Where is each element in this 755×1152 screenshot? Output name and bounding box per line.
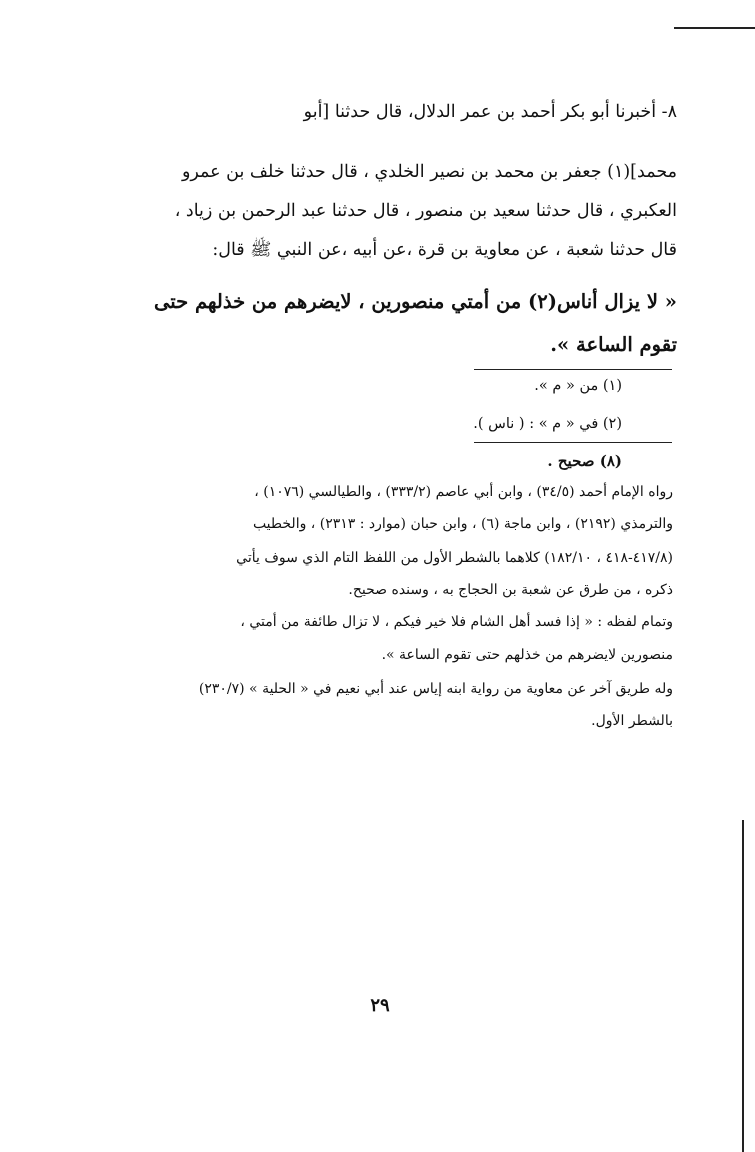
hadith-text-line-1: « لا يزال أناس(٢) من أمتي منصورين ، لايضرهم من خذلهم حتى [153, 290, 677, 313]
narration-line-4: قال حدثنا شعبة ، عن معاوية بن قرة ،عن أبيه ،عن النبي ﷺ قال: [212, 240, 677, 260]
top-edge-rule [674, 27, 755, 29]
narration-line-1: ٨- أخبرنا أبو بكر أحمد بن عمر الدلال، قال حدثنا [أبو [303, 102, 677, 122]
page-number: ٢٩ [370, 995, 390, 1016]
takhrij-line-3: (٤١٧/٨-٤١٨ ، ١٨٢/١٠) كلاهما بالشطر الأول من اللفظ التام الذي سوف يأتي [236, 550, 673, 566]
footnote-2: (٢) في « م » : ( ناس ). [473, 416, 622, 432]
takhrij-separator [474, 442, 672, 443]
takhrij-line-4: ذكره ، من طرق عن شعبة بن الحجاج به ، وسنده صحيح. [348, 582, 673, 598]
narration-line-3: العكبري ، قال حدثنا سعيد بن منصور ، قال حدثنا عبد الرحمن بن زياد ، [174, 201, 677, 221]
takhrij-line-1: رواه الإمام أحمد (٣٤/٥) ، وابن أبي عاصم (٣٣٣/٢) ، والطيالسي (١٠٧٦) ، [254, 484, 673, 500]
takhrij-line-6: منصورين لايضرهم من خذلهم حتى تقوم الساعة ». [381, 647, 673, 663]
takhrij-label: (٨) صحيح . [547, 452, 622, 470]
takhrij-line-5: وتمام لفظه : « إذا فسد أهل الشام فلا خير فيكم ، لا تزال طائفة من أمتي ، [240, 614, 673, 630]
footnote-1: (١) من « م ». [534, 378, 622, 394]
takhrij-line-7: وله طريق آخر عن معاوية من رواية ابنه إياس عند أبي نعيم في « الحلية » (٢٣٠/٧) [198, 681, 673, 697]
takhrij-line-8: بالشطر الأول. [591, 713, 673, 729]
hadith-text-line-2: تقوم الساعة ». [550, 333, 677, 356]
narration-line-2: محمد](١) جعفر بن محمد بن نصير الخلدي ، قال حدثنا خلف بن عمرو [181, 162, 677, 182]
right-edge-rule [742, 820, 744, 1152]
footnote-separator [474, 369, 672, 370]
takhrij-line-2: والترمذي (٢١٩٢) ، وابن ماجة (٦) ، وابن حبان (موارد : ٢٣١٣) ، والخطيب [252, 516, 673, 532]
